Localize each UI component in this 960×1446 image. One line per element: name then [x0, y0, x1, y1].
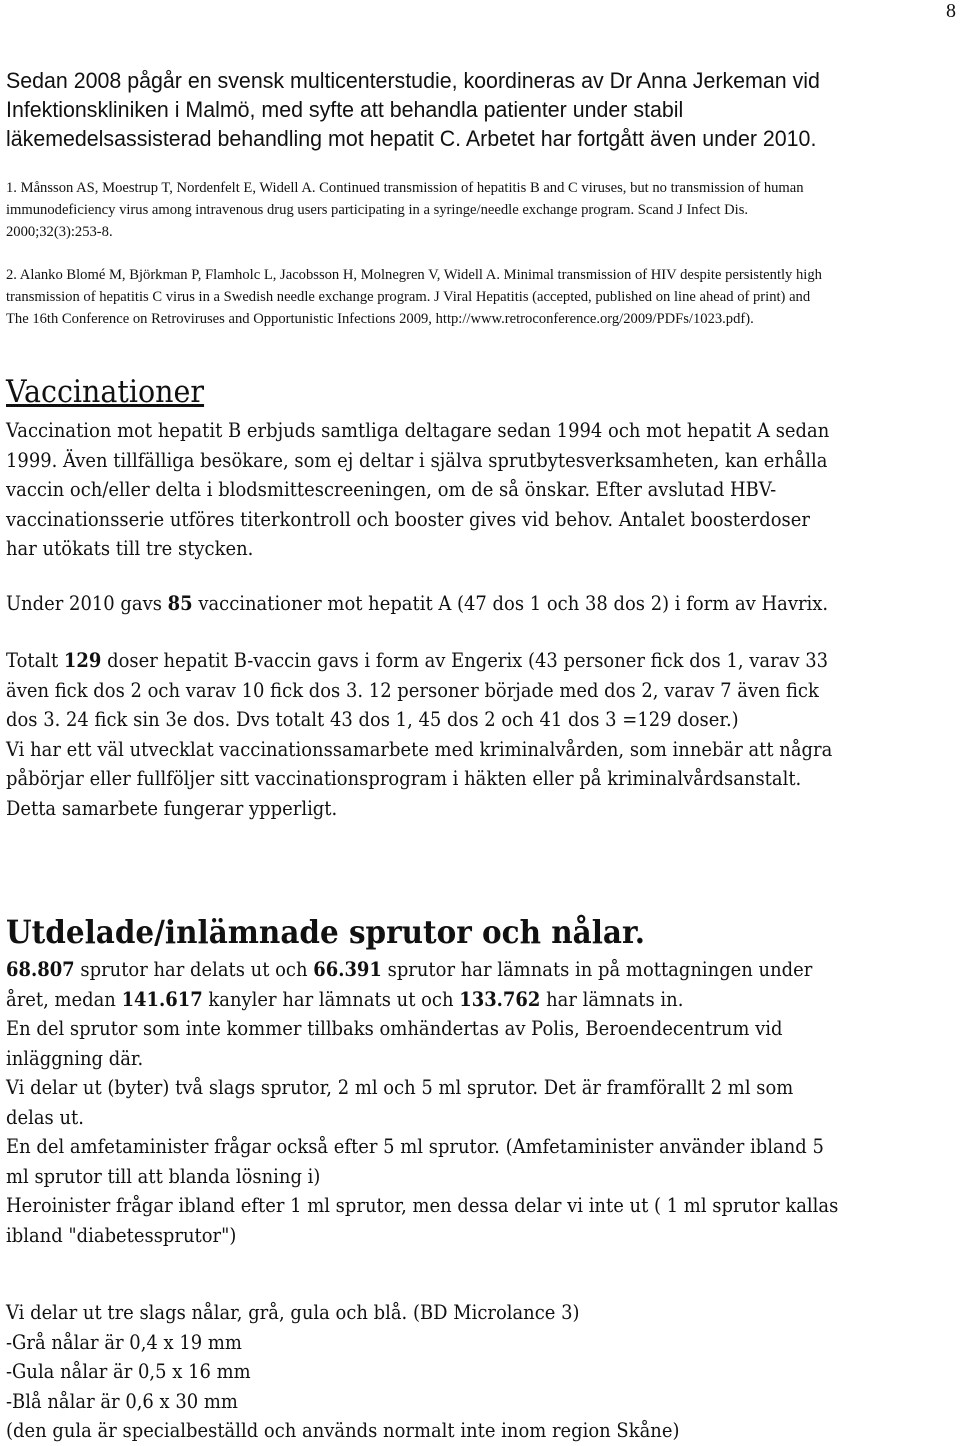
hepatitis-b-paragraph	[6, 646, 832, 823]
syringes-heading: Utdelade/inlämnade sprutor och nålar.	[6, 913, 646, 951]
text-line: Heroinister frågar ibland efter 1 ml sprutor, men dessa delar vi inte ut ( 1 ml sprutor kallas	[6, 1194, 839, 1217]
needles-out-count: 141.617	[121, 987, 203, 1011]
text-line	[6, 985, 838, 1015]
text-segment: doser hepatit B-vaccin gavs i form av Engerix (43 personer fick dos 1, varav 33	[101, 649, 829, 672]
text-line: har utökats till tre stycken.	[6, 537, 254, 560]
text-line: Vi har ett väl utvecklat vaccinationssamarbete med kriminalvården, som innebär att några	[6, 737, 833, 761]
reference-line: 1. Månsson AS, Moestrup T, Nordenfelt E, Widell A. Continued transmission of hepatitis B and C viruses, but no transmission of human	[6, 180, 804, 196]
text-line	[6, 589, 828, 619]
text-line: inläggning där.	[6, 1046, 144, 1070]
text-line: En del amfetaminister frågar också efter 5 ml sprutor. (Amfetaminister använder ibland 5	[6, 1135, 824, 1158]
hepatitis-b-count: 129	[63, 649, 102, 672]
intro-line: läkemedelsassisterad behandling mot hepatit C. Arbetet har fortgått även under 2010.	[6, 126, 817, 151]
text-segment: sprutor har delats ut och	[74, 958, 314, 981]
text-segment: året, medan	[6, 987, 122, 1011]
syringes-out-count: 68.807	[6, 958, 75, 981]
text-line: Vaccination mot hepatit B erbjuds samtliga deltagare sedan 1994 och mot hepatit A sedan	[6, 419, 830, 442]
syringes-paragraph	[6, 955, 838, 1250]
text-segment: sprutor har lämnats in på mottagningen under	[381, 958, 813, 981]
text-line: Vi delar ut (byter) två slags sprutor, 2 ml och 5 ml sprutor. Det är framförallt 2 ml som	[6, 1076, 794, 1099]
reference-list	[6, 177, 952, 351]
text-line: vaccinationsserie utföres titerkontroll och booster gives vid behov. Antalet boosterdoser	[6, 507, 810, 531]
hepatitis-a-paragraph	[6, 589, 828, 619]
vaccination-paragraph	[6, 416, 829, 564]
reference-line: transmission of hepatitis C virus in a Swedish needle exchange program. J Viral Hepatitis (accepted, published on line ahead of print) and	[6, 289, 811, 305]
needle-size-line: -Blå nålar är 0,6 x 30 mm	[6, 1389, 238, 1413]
text-line: ml sprutor till att blanda lösning i)	[6, 1164, 321, 1188]
text-line	[6, 646, 832, 676]
text-line: vaccin och/eller delta i blodsmittescreeningen, om de så önskar. Efter avslutad HBV-	[6, 478, 777, 501]
text-segment: vaccinationer mot hepatit A (47 dos 1 och 38 dos 2) i form av Havrix.	[192, 592, 829, 615]
text-line: En del sprutor som inte kommer tillbaks omhändertas av Polis, Beroendecentrum vid	[6, 1017, 783, 1040]
needles-in-count: 133.762	[459, 987, 541, 1011]
text-line: ibland "diabetessprutor")	[6, 1223, 237, 1247]
text-line	[6, 955, 838, 985]
reference-line: immunodeficiency virus among intravenous drug users participating in a syringe/needle exchange program. Scand J Infect Dis.	[6, 202, 749, 218]
text-segment: har lämnats in.	[540, 987, 684, 1011]
reference-line: 2000;32(3):253-8.	[6, 224, 113, 240]
intro-line: Infektionskliniken i Malmö, med syfte att behandla patienter under stabil	[6, 97, 684, 122]
text-line: 1999. Även tillfälliga besökare, som ej deltar i själva sprutbytesverksamheten, kan erhålla	[6, 448, 828, 472]
hepatitis-a-count: 85	[167, 592, 193, 615]
text-line: Vi delar ut tre slags nålar, grå, gula och blå. (BD Microlance 3)	[6, 1301, 580, 1324]
text-segment: Totalt	[6, 649, 64, 672]
text-line: även fick dos 2 och varav 10 fick dos 3. 12 personer började med dos 2, varav 7 även fick	[6, 678, 819, 702]
needle-size-line: -Gula nålar är 0,5 x 16 mm	[6, 1360, 251, 1383]
intro-line: Sedan 2008 pågår en svensk multicenterstudie, koordineras av Dr Anna Jerkeman vid	[6, 68, 820, 93]
text-line: Detta samarbete fungerar ypperligt.	[6, 796, 338, 820]
text-line: delas ut.	[6, 1105, 84, 1129]
text-line: påbörjar eller fullföljer sitt vaccinationsprogram i häkten eller på kriminalvårdsanstalt.	[6, 767, 802, 790]
page-number: 8	[946, 0, 956, 22]
reference-line: 2. Alanko Blomé M, Björkman P, Flamholc L, Jacobsson H, Molnegren V, Widell A. Minimal transmission of HIV despite persistently high	[6, 267, 822, 283]
reference-item	[6, 264, 952, 330]
text-segment: kanyler har lämnats ut och	[202, 987, 460, 1011]
reference-item	[6, 177, 952, 243]
needle-size-line: -Grå nålar är 0,4 x 19 mm	[6, 1330, 242, 1354]
syringes-in-count: 66.391	[313, 958, 382, 981]
text-line: dos 3. 24 fick sin 3e dos. Dvs totalt 43 dos 1, 45 dos 2 och 41 dos 3 =129 doser.)	[6, 708, 739, 731]
intro-paragraph	[6, 66, 951, 153]
text-line: (den gula är specialbeställd och används normalt inte inom region Skåne)	[6, 1419, 680, 1442]
text-segment: Under 2010 gavs	[6, 592, 168, 615]
needles-paragraph	[6, 1298, 679, 1446]
reference-line: The 16th Conference on Retroviruses and Opportunistic Infections 2009, http://www.retroconference.org/2009/PDFs/1023.pdf).	[6, 311, 754, 327]
vaccination-heading: Vaccinationer	[6, 374, 205, 410]
